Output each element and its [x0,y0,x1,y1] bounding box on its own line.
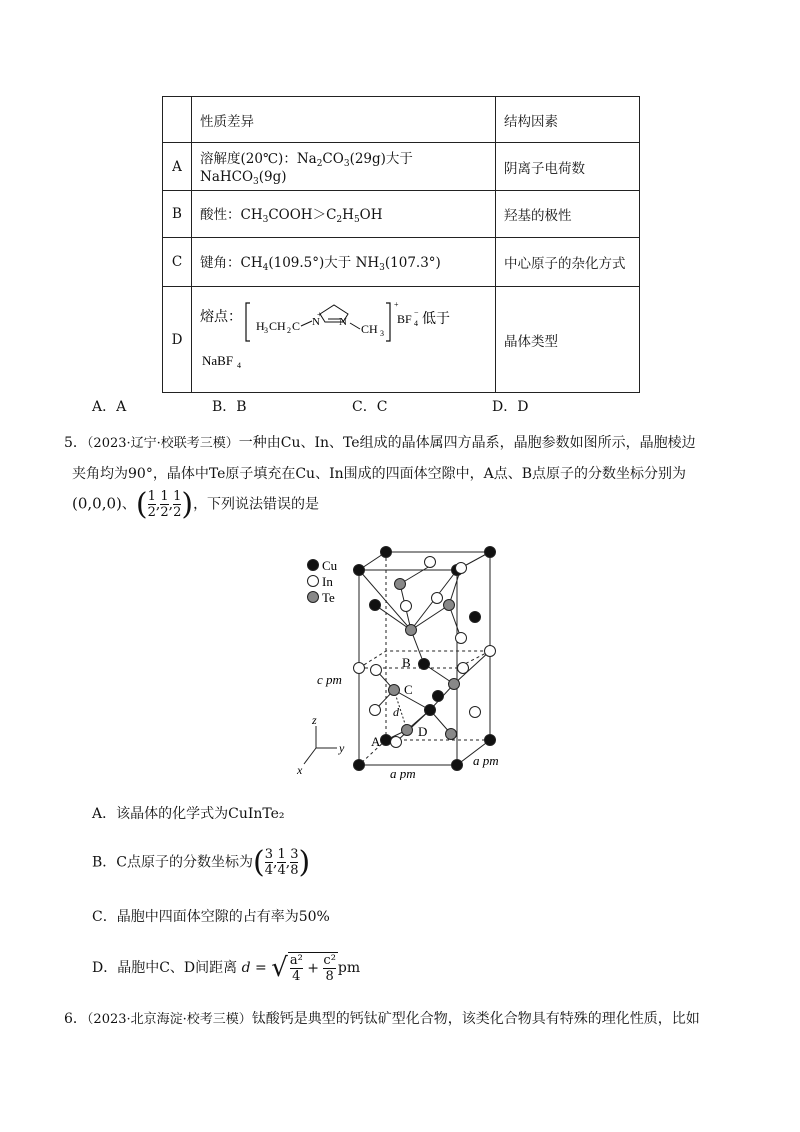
table-row [163,97,640,143]
stem-end: ，下列说法错误的是 [193,496,320,513]
label-point-a: A [371,734,381,749]
fraction: $\frac{1}{2}$ [147,489,156,520]
svg-text:N: N [312,316,320,328]
label-point-c: C [404,682,413,697]
fraction: $\frac{1}{2}$ [173,489,182,520]
question-number: 6． [64,1011,87,1027]
row-factor: 羟基的极性 [496,191,640,238]
svg-text:H: H [256,319,265,333]
row-property: 键角：$CH_4(109.5^\circ)$大于 $NH_3(107.3^\circ)$ [192,238,496,287]
question-5-line2: 夹角均为90°，晶体中Te原子填充在Cu、In围成的四面体空隙中，A点、B点原子的分数坐标分别为 [72,466,687,482]
svg-text:4: 4 [414,319,418,328]
row-property: 酸性：$CH_3COOH>C_2H_5OH$ [192,191,496,238]
label-c-pm: c pm [317,672,342,687]
label-a-pm-bottom: a pm [390,766,416,780]
properties-table [162,96,640,393]
legend-in: In [322,574,333,589]
label-point-b: B [402,655,411,670]
question-5-line3: (0,0,0)、( $\frac{1}{2}$ , $\frac{1}{2}$ , $\frac{1}{2}$ )，下列说法错误的是 [72,487,320,522]
svg-text:BF: BF [397,312,412,326]
svg-text:N: N [339,316,347,328]
question-5-line1 [64,432,696,452]
crystal-cell-figure [290,535,520,780]
q5-option-b: B．C点原子的分数坐标为( $\frac{3}{4}$ , $\frac{1}{4}$ , $\frac{3}{8}$ ) [92,845,311,880]
row-factor: 中心原子的杂化方式 [496,238,640,287]
table-header-factor: 结构因素 [496,97,640,143]
svg-text:CH: CH [361,322,378,336]
q5-option-a: A．该晶体的化学式为CuInTe₂ [92,806,285,822]
svg-text:4: 4 [237,361,241,370]
table-row [163,287,640,393]
d-expression-lhs: d = [241,960,267,976]
option-d-text: D．晶胞中C、D间距离 [92,960,238,976]
svg-text:2: 2 [287,326,291,335]
legend-cu: Cu [322,558,338,573]
question-number: 5． [64,435,87,451]
option-b: B．B [212,399,247,415]
table-cell [163,97,192,143]
fraction: $\frac{1}{2}$ [160,489,169,520]
row-label: A [163,143,192,191]
question-source: （2023·辽宁·校联考三模） [86,436,239,451]
option-c: C．C [352,399,388,415]
question-stem: 钛酸钙是典型的钙钛矿型化合物，该类化合物具有特殊的理化性质，比如 [251,1011,700,1027]
option-d: D．D [492,399,529,415]
option-b-text: B．C点原子的分数坐标为 [92,854,253,871]
option-a: A．A [92,399,127,415]
row-label: D [163,287,192,393]
svg-text:低于: 低于 [422,312,450,327]
table-row [163,143,640,191]
row-factor: 晶体类型 [496,287,640,393]
row-label: C [163,238,192,287]
label-a-pm-right: a pm [473,753,499,768]
imidazolium-structure [200,299,485,379]
question-6 [64,1008,700,1028]
svg-text:NaBF: NaBF [202,353,234,368]
coord-a: (0,0,0) [72,494,122,513]
svg-text:C: C [292,319,301,333]
table-row [163,191,640,238]
question-source: （2023·北京海淀·校考三模） [86,1012,252,1027]
question-stem: 一种由Cu、In、Te组成的晶体属四方晶系，晶胞参数如图所示，晶胞棱边 [238,435,696,451]
svg-text:3: 3 [264,326,268,335]
axis-z: z [312,713,317,727]
table-row [163,238,640,287]
axis-y: y [339,741,345,755]
table-header-property: 性质差异 [192,97,496,143]
row-property [192,287,496,393]
separator: 、 [121,496,136,513]
label-distance-d: d [393,705,399,719]
legend-te: Te [322,590,335,605]
svg-text:−: − [414,308,419,317]
svg-text:3: 3 [380,329,384,338]
row-property: 溶解度(20℃)：$Na_2CO_3(29g)$大于 NaHCO$_3$(9g) [192,143,496,191]
axis-x: x [297,763,303,777]
row-label: B [163,191,192,238]
svg-text:熔点：: 熔点： [200,310,242,325]
row-factor: 阴离子电荷数 [496,143,640,191]
svg-text:+: + [317,310,322,319]
svg-text:+: + [394,300,399,309]
label-point-d: D [418,724,428,739]
q5-option-c: C．晶胞中四面体空隙的占有率为50% [92,909,330,925]
q5-option-d: D．晶胞中C、D间距离 d = √ $\frac{\text{a²}}{4}$ + $\frac{\text{c²}}{8}$ pm [92,953,361,984]
svg-text:CH: CH [269,319,286,333]
